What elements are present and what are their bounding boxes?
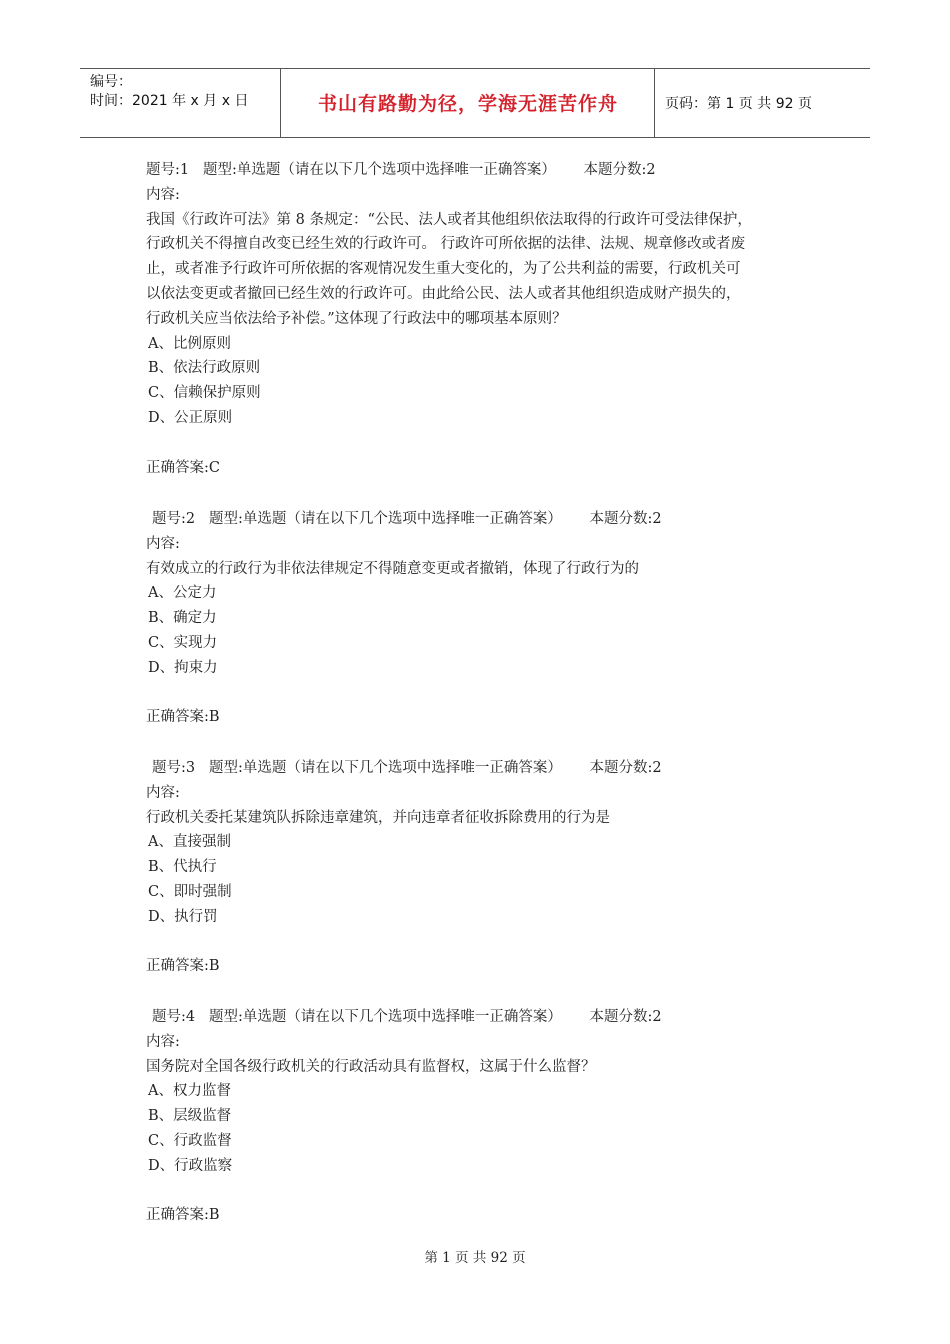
content-line: 行政机关应当依法给予补偿。”这体现了行政法中的哪项基本原则？ xyxy=(146,310,567,327)
option-c: C、信赖保护原则 xyxy=(148,385,261,402)
header-divider xyxy=(280,69,281,137)
content-label: 内容: xyxy=(146,535,180,552)
option-c: C、即时强制 xyxy=(148,883,232,900)
question-score: 本题分数:2 xyxy=(589,760,662,776)
option-d: D、行政监察 xyxy=(148,1157,233,1174)
option-c: C、行政监督 xyxy=(148,1132,232,1149)
header-meta xyxy=(90,73,248,111)
option-c: C、实现力 xyxy=(148,634,218,651)
correct-answer: 正确答案:B xyxy=(146,709,220,726)
question-type: 题型:单选题（请在以下几个选项中选择唯一正确答案） xyxy=(208,1009,562,1025)
content-line: 行政机关委托某建筑队拆除违章建筑，并向违章者征收拆除费用的行为是 xyxy=(146,809,610,826)
question-type: 题型:单选题（请在以下几个选项中选择唯一正确答案） xyxy=(202,162,556,178)
content-line: 止，或者准予行政许可所依据的客观情况发生重大变化的，为了公共利益的需要，行政机关可 xyxy=(146,261,741,278)
option-b: B、层级监督 xyxy=(148,1108,232,1125)
option-a: A、权力监督 xyxy=(148,1083,231,1100)
content-label: 内容: xyxy=(146,186,180,203)
option-b: B、依法行政原则 xyxy=(148,360,261,377)
question-block xyxy=(146,756,846,979)
option-b: B、确定力 xyxy=(148,610,217,627)
content-label: 内容: xyxy=(146,1033,180,1050)
question-block xyxy=(146,158,846,480)
code-label: 编号： xyxy=(90,74,132,90)
question-block xyxy=(146,1005,846,1228)
question-number: 题号:2 xyxy=(152,511,196,527)
header-divider xyxy=(654,69,655,137)
content-line: 行政机关不得擅自改变已经生效的行政许可。 行政许可所依据的法律、法规、规章修改或者废 xyxy=(146,236,746,253)
option-d: D、拘束力 xyxy=(148,659,218,676)
spacer xyxy=(146,930,846,955)
motto: 书山有路勤为径，学海无涯苦作舟 xyxy=(317,93,618,115)
time-label: 时间：2021 年 x 月 x 日 xyxy=(90,93,249,109)
question-score: 本题分数:2 xyxy=(589,1009,662,1025)
correct-answer: 正确答案:B xyxy=(146,958,220,975)
correct-answer: 正确答案:C xyxy=(146,459,220,476)
question-score: 本题分数:2 xyxy=(589,511,662,527)
page-header xyxy=(80,68,870,138)
question-meta xyxy=(146,1005,846,1030)
question-number: 题号:4 xyxy=(152,1009,196,1025)
question-score: 本题分数:2 xyxy=(583,162,656,178)
question-meta xyxy=(146,158,846,183)
content-line: 我国《行政许可法》第 8 条规定：“公民、法人或者其他组织依法取得的行政许可受法律保护， xyxy=(146,211,752,228)
option-d: D、执行罚 xyxy=(148,908,218,925)
content-line: 以依法变更或者撤回已经生效的行政许可。由此给公民、法人或者其他组织造成财产损失的， xyxy=(146,285,741,302)
spacer xyxy=(146,1179,846,1204)
option-d: D、公正原则 xyxy=(148,409,233,426)
content-line: 国务院对全国各级行政机关的行政活动具有监督权，这属于什么监督？ xyxy=(146,1058,596,1075)
spacer xyxy=(146,431,846,456)
page-footer: 第 1 页 共 92 页 xyxy=(424,1250,526,1266)
content-label: 内容: xyxy=(146,784,180,801)
question-number: 题号:1 xyxy=(146,162,190,178)
page-info: 页码：第 1 页 共 92 页 xyxy=(665,96,812,112)
question-meta xyxy=(146,507,846,532)
question-number: 题号:3 xyxy=(152,760,196,776)
correct-answer: 正确答案:B xyxy=(146,1207,220,1224)
option-a: A、公定力 xyxy=(148,585,217,602)
question-block xyxy=(146,507,846,730)
option-a: A、比例原则 xyxy=(148,335,231,352)
spacer xyxy=(146,681,846,706)
question-meta xyxy=(146,756,846,781)
question-type: 题型:单选题（请在以下几个选项中选择唯一正确答案） xyxy=(208,511,562,527)
option-b: B、代执行 xyxy=(148,859,217,876)
content-line: 有效成立的行政行为非依法律规定不得随意变更或者撤销，体现了行政行为的 xyxy=(146,560,639,577)
question-type: 题型:单选题（请在以下几个选项中选择唯一正确答案） xyxy=(208,760,562,776)
option-a: A、直接强制 xyxy=(148,834,231,851)
